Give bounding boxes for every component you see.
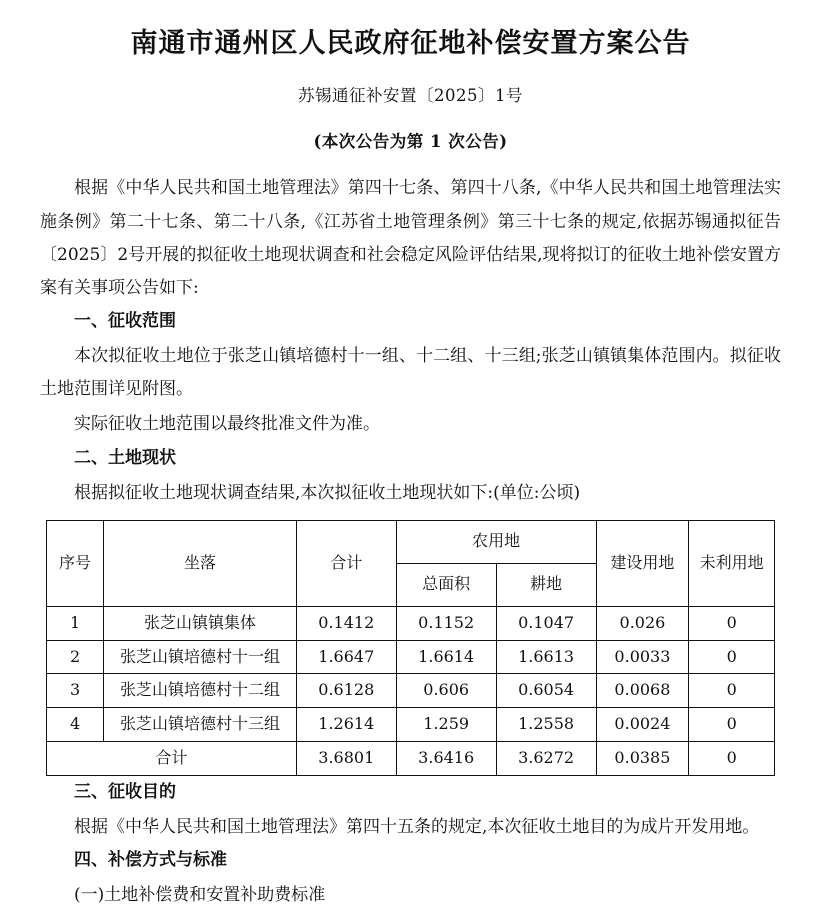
cell-location: 张芝山镇培德村十三组 xyxy=(104,708,297,742)
section1-paragraph-1: 本次拟征收土地位于张芝山镇培德村十一组、十二组、十三组;张芝山镇镇集体范围内。拟征收土地范围详见附图。 xyxy=(40,346,781,400)
document-number: 苏锡通征补安置〔2025〕1号 xyxy=(298,86,523,106)
section-heading-3: 三、征收目的 xyxy=(74,781,176,802)
land-status-table xyxy=(46,520,775,776)
table-total-row xyxy=(47,742,775,776)
section2-paragraph-1: 根据拟征收土地现状调查结果,本次拟征收土地现状如下:(单位:公顷) xyxy=(74,482,581,503)
cell-no: 1 xyxy=(47,606,104,640)
cell-no: 3 xyxy=(47,674,104,708)
cell-total: 1.2614 xyxy=(296,708,396,742)
cell-construction: 0.0068 xyxy=(596,674,689,708)
table-header-farmland-total: 总面积 xyxy=(396,563,496,606)
table-header-no: 序号 xyxy=(47,520,104,606)
table-header-total: 合计 xyxy=(296,520,396,606)
land-status-table-wrapper xyxy=(46,520,775,776)
table-row xyxy=(47,708,775,742)
cell-construction: 0.0024 xyxy=(596,708,689,742)
cell-unused: 0 xyxy=(689,606,775,640)
cell-unused: 0 xyxy=(689,674,775,708)
cell-location: 张芝山镇镇集体 xyxy=(104,606,297,640)
table-header-unused: 未利用地 xyxy=(689,520,775,606)
cell-construction: 0.0385 xyxy=(596,742,689,776)
cell-cultivated: 3.6272 xyxy=(496,742,596,776)
cell-unused: 0 xyxy=(689,640,775,674)
announcement-round: (本次公告为第 1 次公告) xyxy=(313,132,508,152)
table-header-location: 坐落 xyxy=(104,520,297,606)
table-header-construction: 建设用地 xyxy=(596,520,689,606)
section-heading-1: 一、征收范围 xyxy=(74,311,176,331)
cell-farmland-total: 0.606 xyxy=(396,674,496,708)
cell-cultivated: 0.6054 xyxy=(496,674,596,708)
cell-cultivated: 1.6613 xyxy=(496,640,596,674)
cell-farmland-total: 1.6614 xyxy=(396,640,496,674)
section1-paragraph-2: 实际征收土地范围以最终批准文件为准。 xyxy=(74,414,380,435)
table-header-cultivated: 耕地 xyxy=(496,563,596,606)
section-heading-2: 二、土地现状 xyxy=(74,447,176,468)
cell-farmland-total: 3.6416 xyxy=(396,742,496,776)
cell-unused: 0 xyxy=(689,708,775,742)
intro-paragraph: 根据《中华人民共和国土地管理法》第四十七条、第四十八条,《中华人民共和国土地管理法实施条例》第二十七条、第二十八条,《江苏省土地管理条例》第三十七条的规定,依据苏锡通拟征告〔2025〕2号开展的拟征收土地现状调查和社会稳定风险评估结果,现将拟订的征收土地补偿安置方案有关事项公告如下: xyxy=(40,178,781,298)
cell-cultivated: 0.1047 xyxy=(496,606,596,640)
table-row xyxy=(47,606,775,640)
cell-location: 张芝山镇培德村十一组 xyxy=(104,640,297,674)
cell-total: 1.6647 xyxy=(296,640,396,674)
cell-total-label: 合计 xyxy=(47,742,297,776)
table-header-row-1 xyxy=(47,520,775,563)
cell-farmland-total: 0.1152 xyxy=(396,606,496,640)
table-row xyxy=(47,674,775,708)
cell-total: 0.6128 xyxy=(296,674,396,708)
cell-total: 3.6801 xyxy=(296,742,396,776)
section3-paragraph-1: 根据《中华人民共和国土地管理法》第四十五条的规定,本次征收土地目的为成片开发用地。 xyxy=(74,816,760,837)
cell-construction: 0.0033 xyxy=(596,640,689,674)
cell-unused: 0 xyxy=(689,742,775,776)
table-row xyxy=(47,640,775,674)
cell-no: 2 xyxy=(47,640,104,674)
section4-subheading-1: (一)土地补偿费和安置补助费标准 xyxy=(74,885,326,906)
cell-location: 张芝山镇培德村十二组 xyxy=(104,674,297,708)
page-title: 南通市通州区人民政府征地补偿安置方案公告 xyxy=(130,28,691,59)
cell-total: 0.1412 xyxy=(296,606,396,640)
cell-no: 4 xyxy=(47,708,104,742)
table-header-farmland: 农用地 xyxy=(396,520,596,563)
cell-cultivated: 1.2558 xyxy=(496,708,596,742)
cell-farmland-total: 1.259 xyxy=(396,708,496,742)
section-heading-4: 四、补偿方式与标准 xyxy=(74,850,227,871)
cell-construction: 0.026 xyxy=(596,606,689,640)
